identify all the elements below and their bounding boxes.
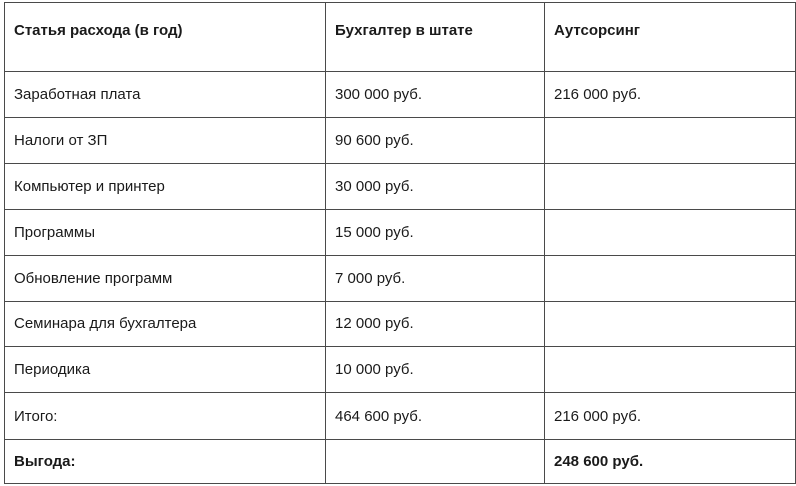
table-row [5,118,796,164]
benefit-label-cell: Выгода: [5,440,326,484]
outsourcing-cost-cell [545,209,796,255]
expense-item-cell: Программы [5,209,326,255]
staff-total-cell: 464 600 руб. [326,393,545,440]
table-header-row [5,3,796,72]
table-row [5,255,796,301]
benefit-value-cell: 248 600 руб. [545,440,796,484]
table-row [5,347,796,393]
cost-comparison-table [4,2,796,484]
expense-item-cell: Обновление программ [5,255,326,301]
outsourcing-cost-cell: 216 000 руб. [545,72,796,118]
total-row [5,393,796,440]
staff-cost-cell: 10 000 руб. [326,347,545,393]
table-row [5,163,796,209]
staff-cost-cell: 90 600 руб. [326,118,545,164]
outsourcing-cost-cell [545,347,796,393]
expense-item-cell: Семинара для бухгалтера [5,301,326,347]
expense-item-cell: Заработная плата [5,72,326,118]
benefit-empty-cell [326,440,545,484]
staff-cost-cell: 7 000 руб. [326,255,545,301]
outsourcing-cost-cell [545,301,796,347]
outsourcing-cost-cell [545,163,796,209]
expense-item-cell: Периодика [5,347,326,393]
outsourcing-cost-cell [545,255,796,301]
expense-item-cell: Налоги от ЗП [5,118,326,164]
staff-cost-cell: 300 000 руб. [326,72,545,118]
table-row [5,72,796,118]
cost-comparison-sheet [4,2,795,484]
header-expense-item: Статья расхода (в год) [5,3,326,72]
table-row [5,209,796,255]
outsourcing-total-cell: 216 000 руб. [545,393,796,440]
benefit-row [5,440,796,484]
staff-cost-cell: 15 000 руб. [326,209,545,255]
expense-item-cell: Компьютер и принтер [5,163,326,209]
table-row [5,301,796,347]
staff-cost-cell: 12 000 руб. [326,301,545,347]
header-outsourcing: Аутсорсинг [545,3,796,72]
staff-cost-cell: 30 000 руб. [326,163,545,209]
total-label-cell: Итого: [5,393,326,440]
header-staff-accountant: Бухгалтер в штате [326,3,545,72]
outsourcing-cost-cell [545,118,796,164]
